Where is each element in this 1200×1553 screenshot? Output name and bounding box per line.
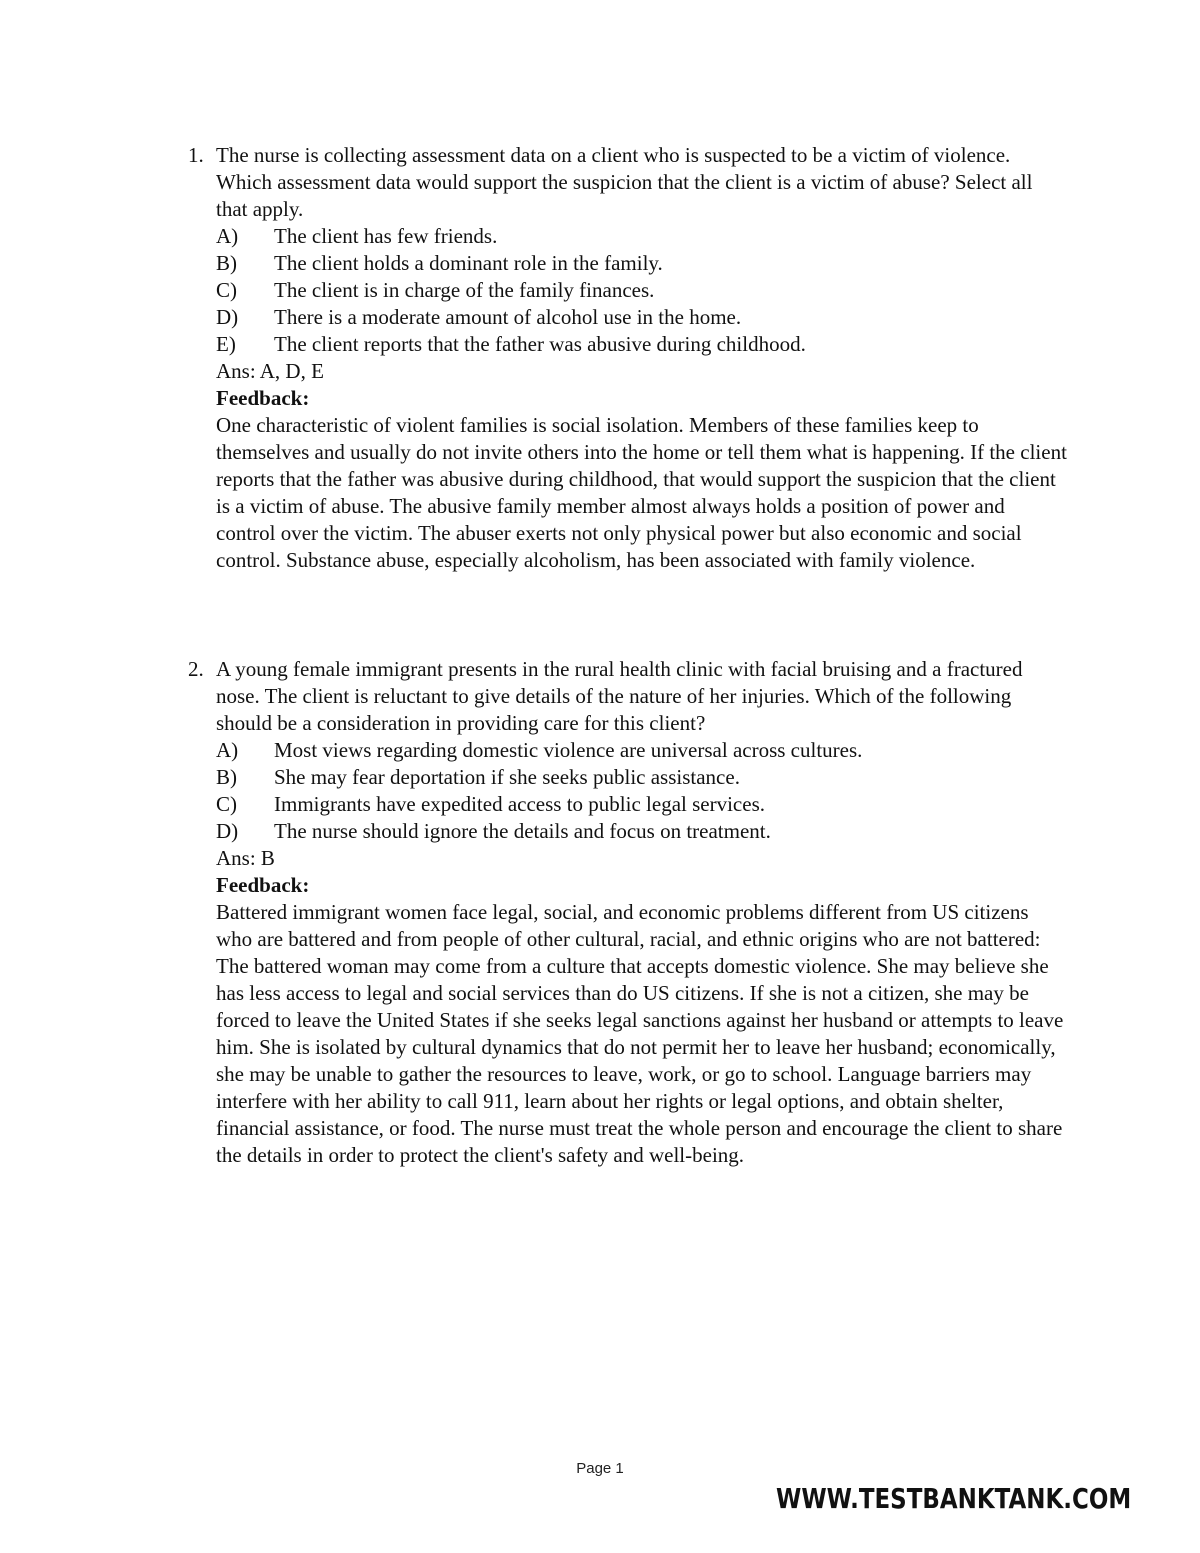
- question-stem: The nurse is collecting assessment data on a client who is suspected to be a victim of violence. Which assessment data would support the suspicion that the client is a victim of abuse? Select all that apply.: [216, 143, 1033, 221]
- option-letter: A): [216, 224, 239, 248]
- question-2: [188, 656, 1068, 1169]
- option-text: She may fear deportation if she seeks public assistance.: [274, 765, 740, 789]
- option-letter: E): [216, 332, 236, 356]
- option-letter: C): [216, 278, 237, 302]
- option-letter: D): [216, 819, 239, 843]
- answer-key: Ans: B: [216, 846, 275, 870]
- option-letter: A): [216, 738, 239, 762]
- option-text: The nurse should ignore the details and focus on treatment.: [274, 819, 771, 843]
- option-text: Immigrants have expedited access to public legal services.: [274, 792, 765, 816]
- option-text: The client reports that the father was abusive during childhood.: [274, 332, 806, 356]
- question-number: 2.: [188, 657, 204, 681]
- page-number: Page 1: [576, 1460, 624, 1477]
- option-text: The client is in charge of the family finances.: [274, 278, 655, 302]
- feedback-text: Battered immigrant women face legal, social, and economic problems different from US citizens who are battered and from people of other cultural, racial, and ethnic origins who are not battered: The battered woman may come from a culture that accepts domestic violence. She may believe she has less access to legal and social services than do US citizens. If she is not a citizen, she may be forced to leave the United States if she seeks legal sanctions against her husband or attempts to leave him. She is isolated by cultural dynamics that do not permit her to leave her husband; economically, she may be unable to gather the resources to leave, work, or go to school. Language barriers may interfere with her ability to call 911, learn about her rights or legal options, and obtain shelter, financial assistance, or food. The nurse must treat the whole person and encourage the client to share the details in order to protect the client's safety and well-being.: [216, 900, 1064, 1167]
- option-c: [216, 791, 1068, 818]
- option-c: [216, 277, 1068, 304]
- option-text: The client holds a dominant role in the family.: [274, 251, 663, 275]
- question-1: [188, 142, 1068, 574]
- feedback-heading: Feedback:: [216, 386, 310, 410]
- feedback-text: One characteristic of violent families is social isolation. Members of these families keep to themselves and usually do not invite others into the home or tell them what is happening. If the client reports that the father was abusive during childhood, that would support the suspicion that the client is a victim of abuse. The abusive family member almost always holds a position of power and control over the victim. The abuser exerts not only physical power but also economic and social control. Substance abuse, especially alcoholism, has been associated with family violence.: [216, 413, 1067, 572]
- question-stem: A young female immigrant presents in the rural health clinic with facial bruising and a fractured nose. The client is reluctant to give details of the nature of her injuries. Which of the following should be a consideration in providing care for this client?: [216, 657, 1023, 735]
- watermark-url: WWW.TESTBANKTANK.COM: [776, 1482, 1132, 1515]
- option-letter: B): [216, 765, 237, 789]
- option-d: [216, 304, 1068, 331]
- option-b: [216, 250, 1068, 277]
- question-body: [216, 656, 1068, 1169]
- option-text: The client has few friends.: [274, 224, 498, 248]
- question-body: [216, 142, 1068, 574]
- option-a: [216, 737, 1068, 764]
- option-e: [216, 331, 1068, 358]
- answer-options: [216, 223, 1068, 358]
- option-d: [216, 818, 1068, 845]
- option-letter: D): [216, 305, 239, 329]
- answer-key: Ans: A, D, E: [216, 359, 324, 383]
- feedback-heading: Feedback:: [216, 873, 310, 897]
- option-text: Most views regarding domestic violence are universal across cultures.: [274, 738, 863, 762]
- question-number: 1.: [188, 143, 204, 167]
- option-text: There is a moderate amount of alcohol use in the home.: [274, 305, 742, 329]
- option-a: [216, 223, 1068, 250]
- option-letter: C): [216, 792, 237, 816]
- answer-options: [216, 737, 1068, 845]
- option-letter: B): [216, 251, 237, 275]
- option-b: [216, 764, 1068, 791]
